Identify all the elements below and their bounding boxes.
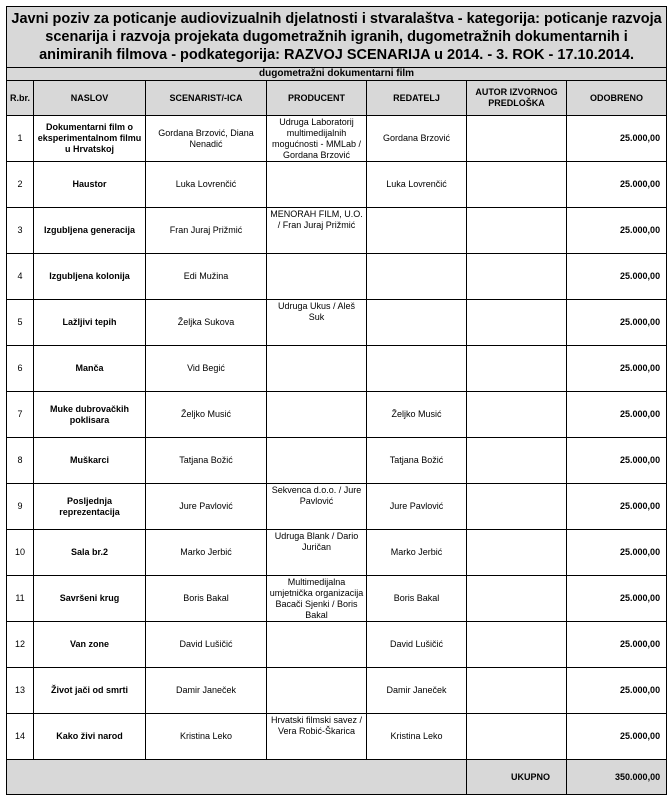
cell-redatelj: Tatjana Božić [367, 438, 467, 484]
cell-rbr: 2 [7, 162, 34, 208]
table-row [7, 208, 667, 254]
cell-producent [267, 346, 367, 392]
cell-autor [467, 622, 567, 668]
cell-odobreno: 25.000,00 [567, 484, 667, 530]
cell-redatelj: David Lušičić [367, 622, 467, 668]
header-odobreno: ODOBRENO [567, 81, 667, 116]
cell-naslov: Lažljivi tepih [34, 300, 146, 346]
cell-redatelj: Luka Lovrenčić [367, 162, 467, 208]
table-row [7, 116, 667, 162]
cell-rbr: 13 [7, 668, 34, 714]
cell-producent: Multimedijalna umjetnička organizacija Bacači Sjenki / Boris Bakal [267, 576, 367, 622]
cell-autor [467, 576, 567, 622]
cell-odobreno: 25.000,00 [567, 254, 667, 300]
cell-odobreno: 25.000,00 [567, 392, 667, 438]
cell-autor [467, 162, 567, 208]
cell-producent [267, 622, 367, 668]
total-row [7, 760, 667, 795]
cell-odobreno: 25.000,00 [567, 668, 667, 714]
cell-producent: Udruga Laboratorij multimedijalnih mogućnosti - MMLab / Gordana Brzović [267, 116, 367, 162]
cell-odobreno: 25.000,00 [567, 714, 667, 760]
header-scenarist: SCENARIST/-ICA [146, 81, 267, 116]
table-row [7, 530, 667, 576]
cell-autor [467, 392, 567, 438]
cell-rbr: 8 [7, 438, 34, 484]
cell-odobreno: 25.000,00 [567, 346, 667, 392]
cell-autor [467, 714, 567, 760]
cell-producent: Sekvenca d.o.o. / Jure Pavlović [267, 484, 367, 530]
cell-naslov: Haustor [34, 162, 146, 208]
table-row [7, 484, 667, 530]
table-row [7, 300, 667, 346]
header-autor: AUTOR IZVORNOG PREDLOŠKA [467, 81, 567, 116]
cell-naslov: Posljednja reprezentacija [34, 484, 146, 530]
document-title: Javni poziv za poticanje audiovizualnih djelatnosti i stvaralaštva - kategorija: poticanje razvoja scenarija i razvoja projekata dugometražnih igranih, dugometražnih dokumentarnih i animiranih filmova - podkategorija: RAZVOJ SCENARIJA u 2014. - 3. ROK - 17.10.2014. [7, 7, 667, 68]
cell-naslov: Izgubljena kolonija [34, 254, 146, 300]
cell-redatelj: Željko Musić [367, 392, 467, 438]
cell-autor [467, 208, 567, 254]
cell-rbr: 11 [7, 576, 34, 622]
category-subtitle: dugometražni dokumentarni film [7, 68, 667, 81]
cell-redatelj [367, 254, 467, 300]
cell-odobreno: 25.000,00 [567, 438, 667, 484]
header-redatelj: REDATELJ [367, 81, 467, 116]
cell-rbr: 4 [7, 254, 34, 300]
cell-redatelj: Kristina Leko [367, 714, 467, 760]
table-row [7, 346, 667, 392]
cell-scenarist: Gordana Brzović, Diana Nenadić [146, 116, 267, 162]
cell-odobreno: 25.000,00 [567, 162, 667, 208]
cell-redatelj: Jure Pavlović [367, 484, 467, 530]
cell-rbr: 1 [7, 116, 34, 162]
cell-odobreno: 25.000,00 [567, 530, 667, 576]
cell-scenarist: Vid Begić [146, 346, 267, 392]
cell-producent: MENORAH FILM, U.O. / Fran Juraj Prižmić [267, 208, 367, 254]
cell-naslov: Život jači od smrti [34, 668, 146, 714]
cell-scenarist: Željko Musić [146, 392, 267, 438]
cell-scenarist: Edi Mužina [146, 254, 267, 300]
cell-scenarist: Fran Juraj Prižmić [146, 208, 267, 254]
cell-autor [467, 484, 567, 530]
cell-naslov: Izgubljena generacija [34, 208, 146, 254]
cell-autor [467, 530, 567, 576]
table-row [7, 576, 667, 622]
funding-table [6, 6, 667, 795]
cell-naslov: Sala br.2 [34, 530, 146, 576]
cell-naslov: Muke dubrovačkih poklisara [34, 392, 146, 438]
cell-autor [467, 346, 567, 392]
cell-redatelj: Damir Janeček [367, 668, 467, 714]
cell-naslov: Van zone [34, 622, 146, 668]
total-label: UKUPNO [467, 760, 567, 795]
cell-scenarist: Jure Pavlović [146, 484, 267, 530]
cell-naslov: Kako živi narod [34, 714, 146, 760]
table-row [7, 254, 667, 300]
cell-producent: Udruga Ukus / Aleš Suk [267, 300, 367, 346]
total-spacer [7, 760, 467, 795]
cell-autor [467, 116, 567, 162]
cell-producent: Udruga Blank / Dario Juričan [267, 530, 367, 576]
cell-rbr: 9 [7, 484, 34, 530]
cell-rbr: 10 [7, 530, 34, 576]
cell-redatelj [367, 346, 467, 392]
cell-producent [267, 162, 367, 208]
table-row [7, 668, 667, 714]
cell-autor [467, 300, 567, 346]
cell-naslov: Dokumentarni film o eksperimentalnom filmu u Hrvatskoj [34, 116, 146, 162]
cell-scenarist: Damir Janeček [146, 668, 267, 714]
table-row [7, 162, 667, 208]
cell-scenarist: Željka Sukova [146, 300, 267, 346]
cell-scenarist: Kristina Leko [146, 714, 267, 760]
table-row [7, 438, 667, 484]
table-row [7, 622, 667, 668]
cell-redatelj: Gordana Brzović [367, 116, 467, 162]
cell-scenarist: David Lušičić [146, 622, 267, 668]
cell-odobreno: 25.000,00 [567, 300, 667, 346]
cell-autor [467, 254, 567, 300]
cell-naslov: Manča [34, 346, 146, 392]
cell-producent [267, 254, 367, 300]
header-rbr: R.br. [7, 81, 34, 116]
header-naslov: NASLOV [34, 81, 146, 116]
table-row [7, 392, 667, 438]
cell-odobreno: 25.000,00 [567, 116, 667, 162]
cell-rbr: 6 [7, 346, 34, 392]
table-row [7, 714, 667, 760]
cell-odobreno: 25.000,00 [567, 208, 667, 254]
cell-rbr: 14 [7, 714, 34, 760]
cell-naslov: Savršeni krug [34, 576, 146, 622]
cell-redatelj [367, 208, 467, 254]
cell-redatelj: Marko Jerbić [367, 530, 467, 576]
cell-scenarist: Tatjana Božić [146, 438, 267, 484]
cell-redatelj [367, 300, 467, 346]
cell-rbr: 3 [7, 208, 34, 254]
cell-redatelj: Boris Bakal [367, 576, 467, 622]
header-producent: PRODUCENT [267, 81, 367, 116]
cell-rbr: 12 [7, 622, 34, 668]
header-row [7, 81, 667, 116]
cell-odobreno: 25.000,00 [567, 622, 667, 668]
cell-rbr: 7 [7, 392, 34, 438]
cell-rbr: 5 [7, 300, 34, 346]
cell-odobreno: 25.000,00 [567, 576, 667, 622]
total-value: 350.000,00 [567, 760, 667, 795]
cell-producent [267, 392, 367, 438]
cell-producent [267, 438, 367, 484]
cell-scenarist: Boris Bakal [146, 576, 267, 622]
cell-scenarist: Marko Jerbić [146, 530, 267, 576]
cell-producent [267, 668, 367, 714]
cell-autor [467, 438, 567, 484]
cell-naslov: Muškarci [34, 438, 146, 484]
cell-producent: Hrvatski filmski savez / Vera Robić-Škarica [267, 714, 367, 760]
cell-autor [467, 668, 567, 714]
cell-scenarist: Luka Lovrenčić [146, 162, 267, 208]
